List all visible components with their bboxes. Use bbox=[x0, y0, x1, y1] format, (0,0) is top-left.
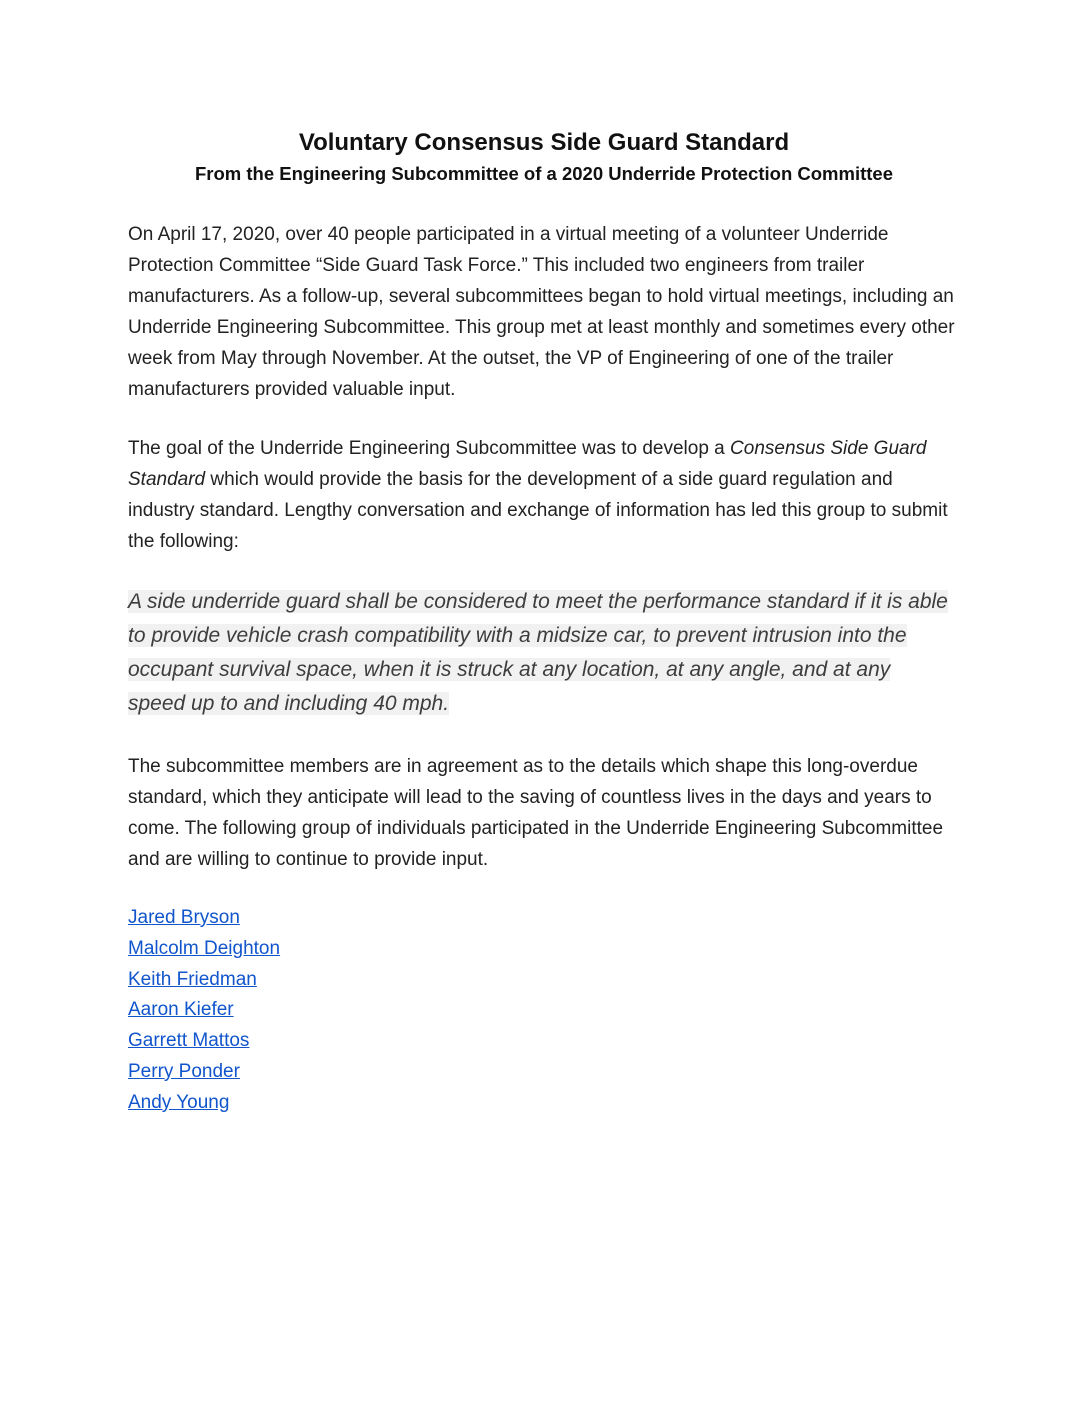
member-link-garrett-mattos[interactable]: Garrett Mattos bbox=[128, 1030, 250, 1052]
member-link-aaron-kiefer[interactable]: Aaron Kiefer bbox=[128, 999, 234, 1021]
document-page bbox=[128, 126, 960, 1119]
standard-quote bbox=[128, 585, 960, 721]
goal-paragraph-end: which would provide the basis for the development of a side guard regulation and industry standard. Lengthy conversation and exchange of information has led this group to submit the following: bbox=[128, 469, 948, 552]
member-link-perry-ponder[interactable]: Perry Ponder bbox=[128, 1060, 240, 1082]
member-link-malcolm-deighton[interactable]: Malcolm Deighton bbox=[128, 937, 281, 959]
standard-name-emphasis: Consensus Side Guard Standard bbox=[128, 438, 927, 490]
member-list bbox=[128, 903, 960, 1119]
member-item bbox=[128, 1026, 960, 1057]
goal-paragraph-start: The goal of the Underride Engineering Subcommittee was to develop a bbox=[128, 438, 731, 459]
member-link-jared-bryson[interactable]: Jared Bryson bbox=[128, 907, 240, 928]
standard-quote-text: A side underride guard shall be considered to meet the performance standard if it is able to provide vehicle crash compatibility with a midsize car, to prevent intrusion into the occupant survival space, when it is struck at any location, at any angle, and at any speed up to and including 40 mph. bbox=[128, 590, 948, 715]
document-subtitle: From the Engineering Subcommittee of a 2020 Underride Protection Committee bbox=[195, 163, 893, 184]
document-title: Voluntary Consensus Side Guard Standard bbox=[298, 129, 790, 156]
agreement-paragraph: The subcommittee members are in agreement as to the details which shape this long-overdue standard, which they anticipate will lead to the saving of countless lives in the days and years to come. The following group of individuals participated in the Underride Engineering Subcommittee and are willing to continue to provide input. bbox=[128, 756, 944, 870]
member-link-andy-young[interactable]: Andy Young bbox=[128, 1091, 230, 1113]
intro-paragraph: On April 17, 2020, over 40 people participated in a virtual meeting of a volunteer Underride Protection Committee “Side Guard Task Force.” This included two engineers from trailer manufacturers. As a follow-up, several subcommittees began to hold virtual meetings, including an Underride Engineering Subcommittee. This group met at least monthly and sometimes every other week from May through November. At the outset, the VP of Engineering of one of the trailer manufacturers provided valuable input. bbox=[128, 224, 955, 400]
member-item bbox=[128, 1057, 960, 1088]
member-item bbox=[128, 1088, 960, 1119]
member-item bbox=[128, 934, 960, 965]
member-item bbox=[128, 903, 960, 934]
member-link-keith-friedman[interactable]: Keith Friedman bbox=[128, 968, 257, 990]
goal-paragraph bbox=[128, 433, 960, 557]
member-item bbox=[128, 965, 960, 996]
member-item bbox=[128, 995, 960, 1026]
